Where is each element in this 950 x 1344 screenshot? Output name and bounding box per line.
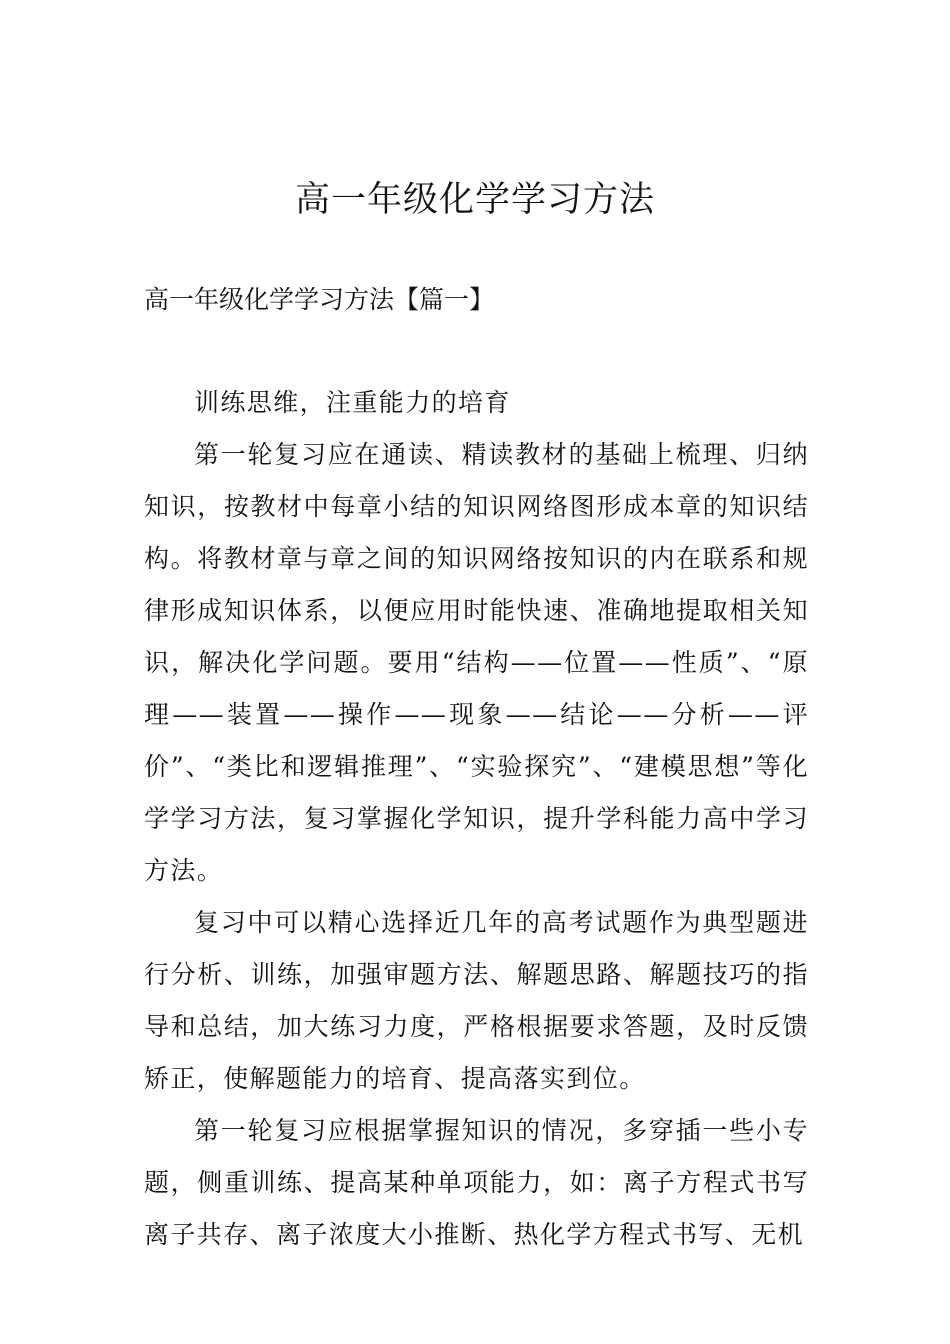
document-body (144, 377, 809, 1261)
document-title: 高一年级化学学习方法 (294, 180, 655, 220)
section-heading: 高一年级化学学习方法【篇一】 (144, 285, 495, 314)
paragraph: 复习中可以精心选择近几年的高考试题作为典型题进行分析、训练，加强审题方法、解题思路、解题技巧的指导和总结，加大练习力度，严格根据要求答题，及时反馈矫正，使解题能力的培育、提高落实到位。 (144, 908, 809, 1093)
paragraph: 第一轮复习应在通读、精读教材的基础上梳理、归纳知识，按教材中每章小结的知识网络图形成本章的知识结构。将教材章与章之间的知识网络按知识的内在联系和规律形成知识体系，以便应用时能快速、准确地提取相关知识，解决化学问题。要用“结构——位置——性质”、“原理——装置——操作——现象——结论——分析——评价”、“类比和逻辑推理”、“实验探究”、“建模思想”等化学学习方法，复习掌握化学知识，提升学科能力高中学习方法。 (144, 440, 809, 885)
paragraph-subheading: 训练思维，注重能力的培育 (194, 388, 511, 417)
paragraph: 第一轮复习应根据掌握知识的情况，多穿插一些小专题，侧重训练、提高某种单项能力，如：离子方程式书写离子共存、离子浓度大小推断、热化学方程式书写、无机 (144, 1116, 809, 1249)
